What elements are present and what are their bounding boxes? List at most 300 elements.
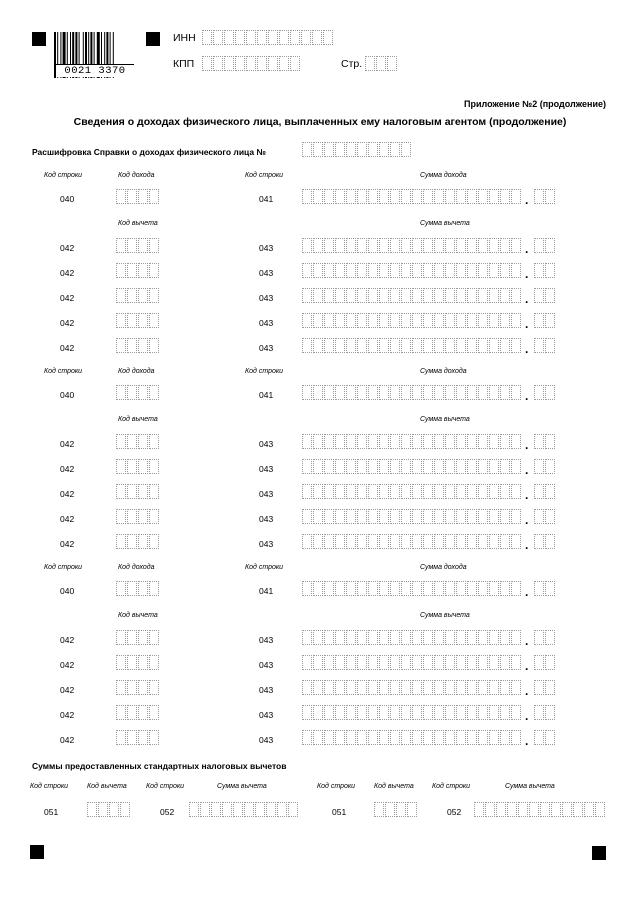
input-cell[interactable] — [478, 730, 488, 745]
input-cell[interactable] — [511, 680, 521, 695]
input-cell[interactable] — [434, 509, 444, 524]
input-cell[interactable] — [412, 288, 422, 303]
input-cell[interactable] — [489, 730, 499, 745]
input-cell[interactable] — [434, 630, 444, 645]
input-cell[interactable] — [379, 189, 389, 204]
input-cell[interactable] — [456, 705, 466, 720]
input-cell[interactable] — [335, 630, 345, 645]
input-cell[interactable] — [545, 189, 555, 204]
input-cell[interactable] — [545, 581, 555, 596]
input-cell[interactable] — [368, 484, 378, 499]
input-cell[interactable] — [401, 655, 411, 670]
input-cell[interactable] — [545, 459, 555, 474]
input-cell[interactable] — [401, 189, 411, 204]
input-cell[interactable] — [478, 581, 488, 596]
input-cell[interactable] — [562, 802, 572, 817]
input-cell[interactable] — [368, 655, 378, 670]
input-cell[interactable] — [302, 581, 312, 596]
input-cell[interactable] — [595, 802, 605, 817]
input-cell[interactable] — [149, 630, 159, 645]
input-cell[interactable] — [368, 142, 378, 157]
input-cell[interactable] — [302, 288, 312, 303]
input-cell[interactable] — [116, 630, 126, 645]
input-cell[interactable] — [357, 263, 367, 278]
input-cell[interactable] — [357, 142, 367, 157]
input-cell[interactable] — [357, 534, 367, 549]
input-cell[interactable] — [534, 238, 544, 253]
input-cell[interactable] — [368, 459, 378, 474]
input-cell[interactable] — [445, 189, 455, 204]
input-cell[interactable] — [149, 705, 159, 720]
input-cell[interactable] — [335, 189, 345, 204]
input-cell[interactable] — [149, 459, 159, 474]
input-cell[interactable] — [302, 338, 312, 353]
input-cell[interactable] — [390, 484, 400, 499]
input-cell[interactable] — [138, 263, 148, 278]
input-cell[interactable] — [534, 680, 544, 695]
input-cell[interactable] — [222, 802, 232, 817]
input-cell[interactable] — [500, 313, 510, 328]
input-cell[interactable] — [500, 680, 510, 695]
input-cell[interactable] — [390, 263, 400, 278]
input-cell[interactable] — [511, 630, 521, 645]
input-cell[interactable] — [379, 630, 389, 645]
input-cell[interactable] — [302, 385, 312, 400]
input-cell[interactable] — [379, 655, 389, 670]
input-cell[interactable] — [511, 730, 521, 745]
input-cell[interactable] — [335, 338, 345, 353]
input-cell[interactable] — [545, 338, 555, 353]
input-cell[interactable] — [534, 730, 544, 745]
input-cell[interactable] — [374, 802, 384, 817]
input-cell[interactable] — [368, 385, 378, 400]
input-cell[interactable] — [545, 288, 555, 303]
input-cell[interactable] — [467, 509, 477, 524]
input-cell[interactable] — [489, 434, 499, 449]
input-cell[interactable] — [365, 56, 375, 71]
input-cell[interactable] — [500, 581, 510, 596]
input-cell[interactable] — [313, 142, 323, 157]
input-cell[interactable] — [302, 534, 312, 549]
input-cell[interactable] — [279, 30, 289, 45]
input-cell[interactable] — [116, 288, 126, 303]
input-cell[interactable] — [324, 484, 334, 499]
input-cell[interactable] — [467, 189, 477, 204]
input-cell[interactable] — [489, 630, 499, 645]
input-cell[interactable] — [335, 142, 345, 157]
input-cell[interactable] — [116, 581, 126, 596]
input-cell[interactable] — [324, 263, 334, 278]
input-cell[interactable] — [302, 730, 312, 745]
input-cell[interactable] — [127, 238, 137, 253]
input-cell[interactable] — [313, 655, 323, 670]
input-cell[interactable] — [368, 189, 378, 204]
input-cell[interactable] — [368, 705, 378, 720]
input-cell[interactable] — [313, 705, 323, 720]
std-deduction-code-field[interactable] — [87, 802, 131, 817]
input-cell[interactable] — [423, 705, 433, 720]
input-cell[interactable] — [478, 263, 488, 278]
input-cell[interactable] — [390, 705, 400, 720]
input-cell[interactable] — [401, 705, 411, 720]
input-cell[interactable] — [379, 142, 389, 157]
input-cell[interactable] — [224, 30, 234, 45]
input-cell[interactable] — [127, 288, 137, 303]
deduction-code-field[interactable] — [116, 655, 160, 670]
input-cell[interactable] — [302, 705, 312, 720]
input-cell[interactable] — [401, 263, 411, 278]
input-cell[interactable] — [257, 56, 267, 71]
input-cell[interactable] — [357, 630, 367, 645]
input-cell[interactable] — [127, 434, 137, 449]
input-cell[interactable] — [379, 434, 389, 449]
input-cell[interactable] — [500, 484, 510, 499]
input-cell[interactable] — [357, 459, 367, 474]
input-cell[interactable] — [474, 802, 484, 817]
input-cell[interactable] — [257, 30, 267, 45]
input-cell[interactable] — [335, 655, 345, 670]
input-cell[interactable] — [149, 534, 159, 549]
input-cell[interactable] — [279, 56, 289, 71]
input-cell[interactable] — [357, 288, 367, 303]
input-cell[interactable] — [127, 338, 137, 353]
input-cell[interactable] — [467, 581, 477, 596]
input-cell[interactable] — [313, 509, 323, 524]
input-cell[interactable] — [390, 189, 400, 204]
input-cell[interactable] — [324, 313, 334, 328]
input-cell[interactable] — [412, 189, 422, 204]
input-cell[interactable] — [116, 509, 126, 524]
input-cell[interactable] — [235, 56, 245, 71]
input-cell[interactable] — [138, 509, 148, 524]
input-cell[interactable] — [116, 189, 126, 204]
input-cell[interactable] — [357, 238, 367, 253]
input-cell[interactable] — [302, 434, 312, 449]
input-cell[interactable] — [423, 189, 433, 204]
input-cell[interactable] — [545, 730, 555, 745]
input-cell[interactable] — [456, 434, 466, 449]
input-cell[interactable] — [511, 484, 521, 499]
input-cell[interactable] — [138, 313, 148, 328]
input-cell[interactable] — [423, 263, 433, 278]
input-cell[interactable] — [302, 142, 312, 157]
input-cell[interactable] — [511, 655, 521, 670]
input-cell[interactable] — [423, 238, 433, 253]
input-cell[interactable] — [116, 313, 126, 328]
input-cell[interactable] — [149, 238, 159, 253]
input-cell[interactable] — [288, 802, 298, 817]
input-cell[interactable] — [346, 263, 356, 278]
input-cell[interactable] — [127, 730, 137, 745]
input-cell[interactable] — [456, 288, 466, 303]
input-cell[interactable] — [368, 238, 378, 253]
input-cell[interactable] — [138, 581, 148, 596]
input-cell[interactable] — [346, 459, 356, 474]
input-cell[interactable] — [456, 338, 466, 353]
input-cell[interactable] — [390, 142, 400, 157]
input-cell[interactable] — [390, 288, 400, 303]
deduction-code-field[interactable] — [116, 263, 160, 278]
input-cell[interactable] — [357, 189, 367, 204]
input-cell[interactable] — [138, 705, 148, 720]
input-cell[interactable] — [456, 238, 466, 253]
input-cell[interactable] — [412, 630, 422, 645]
input-cell[interactable] — [478, 655, 488, 670]
input-cell[interactable] — [390, 581, 400, 596]
input-cell[interactable] — [98, 802, 108, 817]
input-cell[interactable] — [346, 189, 356, 204]
input-cell[interactable] — [456, 655, 466, 670]
input-cell[interactable] — [445, 338, 455, 353]
input-cell[interactable] — [302, 263, 312, 278]
deduction-code-field[interactable] — [116, 680, 160, 695]
input-cell[interactable] — [545, 655, 555, 670]
input-cell[interactable] — [379, 705, 389, 720]
input-cell[interactable] — [302, 680, 312, 695]
input-cell[interactable] — [467, 534, 477, 549]
input-cell[interactable] — [500, 730, 510, 745]
input-cell[interactable] — [87, 802, 97, 817]
input-cell[interactable] — [368, 730, 378, 745]
input-cell[interactable] — [545, 680, 555, 695]
input-cell[interactable] — [478, 630, 488, 645]
input-cell[interactable] — [545, 630, 555, 645]
input-cell[interactable] — [335, 434, 345, 449]
input-cell[interactable] — [346, 238, 356, 253]
input-cell[interactable] — [485, 802, 495, 817]
input-cell[interactable] — [335, 238, 345, 253]
input-cell[interactable] — [290, 56, 300, 71]
input-cell[interactable] — [511, 288, 521, 303]
input-cell[interactable] — [500, 238, 510, 253]
input-cell[interactable] — [268, 30, 278, 45]
input-cell[interactable] — [434, 238, 444, 253]
input-cell[interactable] — [302, 313, 312, 328]
input-cell[interactable] — [116, 338, 126, 353]
input-cell[interactable] — [534, 705, 544, 720]
input-cell[interactable] — [313, 238, 323, 253]
input-cell[interactable] — [368, 288, 378, 303]
input-cell[interactable] — [534, 459, 544, 474]
input-cell[interactable] — [301, 30, 311, 45]
input-cell[interactable] — [456, 730, 466, 745]
input-cell[interactable] — [467, 705, 477, 720]
input-cell[interactable] — [423, 630, 433, 645]
input-cell[interactable] — [478, 534, 488, 549]
input-cell[interactable] — [357, 581, 367, 596]
std-deduction-sum-field[interactable] — [189, 802, 299, 817]
input-cell[interactable] — [138, 238, 148, 253]
input-cell[interactable] — [478, 385, 488, 400]
input-cell[interactable] — [489, 534, 499, 549]
input-cell[interactable] — [127, 484, 137, 499]
input-cell[interactable] — [346, 730, 356, 745]
input-cell[interactable] — [445, 534, 455, 549]
input-cell[interactable] — [478, 313, 488, 328]
input-cell[interactable] — [312, 30, 322, 45]
deduction-code-field[interactable] — [116, 288, 160, 303]
input-cell[interactable] — [335, 509, 345, 524]
input-cell[interactable] — [445, 238, 455, 253]
input-cell[interactable] — [489, 189, 499, 204]
input-cell[interactable] — [500, 655, 510, 670]
input-cell[interactable] — [335, 313, 345, 328]
input-cell[interactable] — [511, 238, 521, 253]
input-cell[interactable] — [390, 338, 400, 353]
input-cell[interactable] — [368, 434, 378, 449]
input-cell[interactable] — [138, 288, 148, 303]
input-cell[interactable] — [149, 655, 159, 670]
input-cell[interactable] — [138, 459, 148, 474]
input-cell[interactable] — [423, 581, 433, 596]
std-deduction-code-field[interactable] — [374, 802, 418, 817]
input-cell[interactable] — [324, 142, 334, 157]
input-cell[interactable] — [127, 313, 137, 328]
deduction-code-field[interactable] — [116, 434, 160, 449]
input-cell[interactable] — [412, 313, 422, 328]
deduction-code-field[interactable] — [116, 338, 160, 353]
input-cell[interactable] — [277, 802, 287, 817]
input-cell[interactable] — [423, 509, 433, 524]
input-cell[interactable] — [379, 338, 389, 353]
input-cell[interactable] — [396, 802, 406, 817]
input-cell[interactable] — [127, 459, 137, 474]
deduction-code-field[interactable] — [116, 730, 160, 745]
deduction-code-field[interactable] — [116, 484, 160, 499]
input-cell[interactable] — [434, 730, 444, 745]
input-cell[interactable] — [324, 509, 334, 524]
input-cell[interactable] — [445, 313, 455, 328]
input-cell[interactable] — [478, 509, 488, 524]
input-cell[interactable] — [224, 56, 234, 71]
input-cell[interactable] — [511, 263, 521, 278]
input-cell[interactable] — [200, 802, 210, 817]
input-cell[interactable] — [235, 30, 245, 45]
input-cell[interactable] — [138, 189, 148, 204]
input-cell[interactable] — [511, 189, 521, 204]
input-cell[interactable] — [401, 434, 411, 449]
input-cell[interactable] — [357, 655, 367, 670]
input-cell[interactable] — [434, 484, 444, 499]
input-cell[interactable] — [202, 30, 212, 45]
input-cell[interactable] — [313, 459, 323, 474]
input-cell[interactable] — [545, 434, 555, 449]
input-cell[interactable] — [511, 705, 521, 720]
input-cell[interactable] — [390, 434, 400, 449]
input-cell[interactable] — [445, 655, 455, 670]
input-cell[interactable] — [255, 802, 265, 817]
input-cell[interactable] — [313, 680, 323, 695]
input-cell[interactable] — [401, 534, 411, 549]
input-cell[interactable] — [233, 802, 243, 817]
input-cell[interactable] — [357, 434, 367, 449]
input-cell[interactable] — [149, 189, 159, 204]
input-cell[interactable] — [456, 630, 466, 645]
input-cell[interactable] — [324, 288, 334, 303]
input-cell[interactable] — [445, 730, 455, 745]
input-cell[interactable] — [357, 680, 367, 695]
input-cell[interactable] — [127, 705, 137, 720]
input-cell[interactable] — [456, 459, 466, 474]
input-cell[interactable] — [529, 802, 539, 817]
input-cell[interactable] — [290, 30, 300, 45]
input-cell[interactable] — [357, 338, 367, 353]
input-cell[interactable] — [313, 630, 323, 645]
input-cell[interactable] — [302, 630, 312, 645]
input-cell[interactable] — [489, 509, 499, 524]
input-cell[interactable] — [335, 385, 345, 400]
input-cell[interactable] — [456, 385, 466, 400]
input-cell[interactable] — [346, 680, 356, 695]
input-cell[interactable] — [116, 484, 126, 499]
input-cell[interactable] — [390, 313, 400, 328]
input-cell[interactable] — [511, 338, 521, 353]
input-cell[interactable] — [434, 434, 444, 449]
input-cell[interactable] — [246, 30, 256, 45]
input-cell[interactable] — [379, 581, 389, 596]
input-cell[interactable] — [534, 484, 544, 499]
input-cell[interactable] — [335, 534, 345, 549]
input-cell[interactable] — [434, 288, 444, 303]
input-cell[interactable] — [467, 434, 477, 449]
input-cell[interactable] — [149, 313, 159, 328]
input-cell[interactable] — [511, 385, 521, 400]
input-cell[interactable] — [412, 680, 422, 695]
income-code-field[interactable] — [116, 385, 160, 400]
input-cell[interactable] — [478, 459, 488, 474]
input-cell[interactable] — [500, 459, 510, 474]
input-cell[interactable] — [534, 581, 544, 596]
input-cell[interactable] — [489, 655, 499, 670]
input-cell[interactable] — [534, 509, 544, 524]
input-cell[interactable] — [138, 534, 148, 549]
input-cell[interactable] — [244, 802, 254, 817]
page-number-field[interactable] — [365, 56, 398, 71]
input-cell[interactable] — [127, 655, 137, 670]
input-cell[interactable] — [368, 534, 378, 549]
input-cell[interactable] — [445, 509, 455, 524]
input-cell[interactable] — [545, 705, 555, 720]
input-cell[interactable] — [456, 313, 466, 328]
input-cell[interactable] — [511, 534, 521, 549]
input-cell[interactable] — [379, 238, 389, 253]
input-cell[interactable] — [313, 189, 323, 204]
input-cell[interactable] — [149, 509, 159, 524]
input-cell[interactable] — [346, 630, 356, 645]
input-cell[interactable] — [467, 459, 477, 474]
input-cell[interactable] — [346, 534, 356, 549]
input-cell[interactable] — [116, 459, 126, 474]
input-cell[interactable] — [346, 288, 356, 303]
input-cell[interactable] — [534, 189, 544, 204]
input-cell[interactable] — [127, 680, 137, 695]
input-cell[interactable] — [467, 730, 477, 745]
input-cell[interactable] — [346, 385, 356, 400]
input-cell[interactable] — [467, 385, 477, 400]
input-cell[interactable] — [346, 705, 356, 720]
input-cell[interactable] — [500, 705, 510, 720]
input-cell[interactable] — [368, 581, 378, 596]
input-cell[interactable] — [313, 385, 323, 400]
input-cell[interactable] — [138, 385, 148, 400]
input-cell[interactable] — [401, 459, 411, 474]
input-cell[interactable] — [467, 288, 477, 303]
input-cell[interactable] — [545, 484, 555, 499]
input-cell[interactable] — [511, 509, 521, 524]
input-cell[interactable] — [467, 655, 477, 670]
input-cell[interactable] — [127, 630, 137, 645]
input-cell[interactable] — [423, 288, 433, 303]
